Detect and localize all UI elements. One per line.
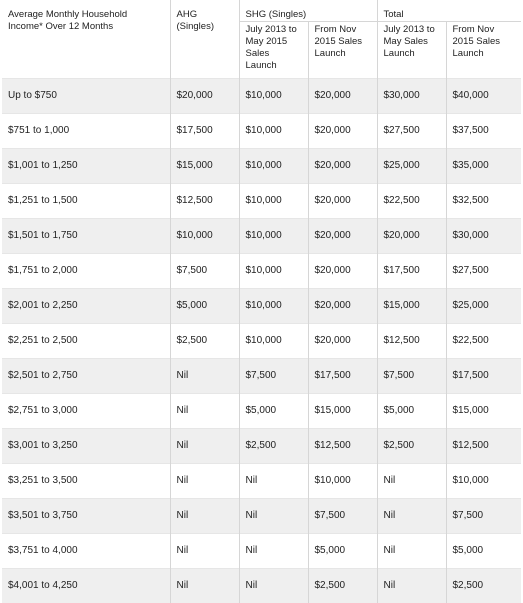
total-2015-cell: $22,500: [446, 324, 521, 359]
shg-2015-cell: $10,000: [308, 464, 377, 499]
table-row: [2, 114, 521, 149]
total-2013-cell: Nil: [377, 464, 446, 499]
income-cell: $2,001 to 2,250: [2, 289, 170, 324]
total-2015-cell: $2,500: [446, 569, 521, 603]
total-2013-cell: $5,000: [377, 394, 446, 429]
ahg-cell: Nil: [170, 499, 239, 534]
total-2013-cell: $20,000: [377, 219, 446, 254]
table-header: [2, 0, 521, 79]
table-row: [2, 499, 521, 534]
shg-2013-cell: $10,000: [239, 324, 308, 359]
table-row: [2, 569, 521, 603]
shg-2013-cell: Nil: [239, 464, 308, 499]
shg-2015-cell: $20,000: [308, 324, 377, 359]
table-row: [2, 359, 521, 394]
shg-2013-cell: $10,000: [239, 114, 308, 149]
total-2015-cell: $37,500: [446, 114, 521, 149]
shg-2015-cell: $15,000: [308, 394, 377, 429]
table-row: [2, 394, 521, 429]
total-2015-cell: $30,000: [446, 219, 521, 254]
shg-2015-cell: $12,500: [308, 429, 377, 464]
ahg-cell: $20,000: [170, 79, 239, 114]
shg-2015-cell: $20,000: [308, 79, 377, 114]
income-cell: $1,751 to 2,000: [2, 254, 170, 289]
income-cell: Up to $750: [2, 79, 170, 114]
ahg-cell: Nil: [170, 569, 239, 603]
income-cell: $1,001 to 1,250: [2, 149, 170, 184]
total-2015-cell: $15,000: [446, 394, 521, 429]
total-2015-cell: $40,000: [446, 79, 521, 114]
ahg-cell: $10,000: [170, 219, 239, 254]
total-sub-header-2013: July 2013 to May Sales Launch: [377, 22, 446, 79]
total-column-header: Total: [377, 0, 521, 22]
total-2013-cell: $17,500: [377, 254, 446, 289]
table-row: [2, 464, 521, 499]
income-cell: $1,501 to 1,750: [2, 219, 170, 254]
total-sub-header-2015: From Nov 2015 Sales Launch: [446, 22, 521, 79]
total-2015-cell: $35,000: [446, 149, 521, 184]
grant-table: [2, 0, 521, 603]
shg-2013-cell: Nil: [239, 534, 308, 569]
income-cell: $4,001 to 4,250: [2, 569, 170, 603]
shg-2015-cell: $5,000: [308, 534, 377, 569]
shg-2013-cell: $10,000: [239, 219, 308, 254]
table-body: [2, 79, 521, 603]
total-2015-cell: $27,500: [446, 254, 521, 289]
ahg-cell: $2,500: [170, 324, 239, 359]
shg-2013-cell: $10,000: [239, 79, 308, 114]
shg-2013-cell: $2,500: [239, 429, 308, 464]
total-2013-cell: $25,000: [377, 149, 446, 184]
income-cell: $3,251 to 3,500: [2, 464, 170, 499]
income-cell: $2,501 to 2,750: [2, 359, 170, 394]
table-row: [2, 254, 521, 289]
ahg-cell: Nil: [170, 464, 239, 499]
income-cell: $2,251 to 2,500: [2, 324, 170, 359]
ahg-cell: $12,500: [170, 184, 239, 219]
income-cell: $3,001 to 3,250: [2, 429, 170, 464]
shg-2015-cell: $20,000: [308, 149, 377, 184]
shg-2015-cell: $20,000: [308, 219, 377, 254]
shg-2015-cell: $7,500: [308, 499, 377, 534]
total-2013-cell: $2,500: [377, 429, 446, 464]
ahg-cell: Nil: [170, 534, 239, 569]
ahg-cell: $7,500: [170, 254, 239, 289]
total-2013-cell: $30,000: [377, 79, 446, 114]
table-row: [2, 324, 521, 359]
shg-2013-cell: Nil: [239, 499, 308, 534]
total-2015-cell: $5,000: [446, 534, 521, 569]
ahg-cell: Nil: [170, 359, 239, 394]
table-row: [2, 429, 521, 464]
ahg-cell: $17,500: [170, 114, 239, 149]
total-2015-cell: $7,500: [446, 499, 521, 534]
ahg-column-header: AHG (Singles): [170, 0, 239, 79]
table-row: [2, 149, 521, 184]
shg-2015-cell: $20,000: [308, 254, 377, 289]
table-row: [2, 534, 521, 569]
total-2015-cell: $32,500: [446, 184, 521, 219]
total-2013-cell: Nil: [377, 569, 446, 603]
ahg-cell: $15,000: [170, 149, 239, 184]
income-cell: $3,501 to 3,750: [2, 499, 170, 534]
income-cell: $2,751 to 3,000: [2, 394, 170, 429]
shg-2015-cell: $20,000: [308, 114, 377, 149]
shg-2015-cell: $17,500: [308, 359, 377, 394]
income-column-header: Average Monthly Household Income* Over 12 Months: [2, 0, 170, 79]
total-2015-cell: $17,500: [446, 359, 521, 394]
shg-2013-cell: $5,000: [239, 394, 308, 429]
income-cell: $751 to 1,000: [2, 114, 170, 149]
shg-2013-cell: $10,000: [239, 149, 308, 184]
total-2015-cell: $25,000: [446, 289, 521, 324]
table-row: [2, 289, 521, 324]
total-2013-cell: $15,000: [377, 289, 446, 324]
shg-2013-cell: $10,000: [239, 184, 308, 219]
total-2013-cell: Nil: [377, 499, 446, 534]
total-2013-cell: $12,500: [377, 324, 446, 359]
table-row: [2, 79, 521, 114]
shg-2015-cell: $20,000: [308, 289, 377, 324]
shg-column-header: SHG (Singles): [239, 0, 377, 22]
ahg-cell: Nil: [170, 394, 239, 429]
ahg-cell: $5,000: [170, 289, 239, 324]
total-2015-cell: $10,000: [446, 464, 521, 499]
header-row-main: [2, 0, 521, 22]
table-row: [2, 184, 521, 219]
table-row: [2, 219, 521, 254]
shg-2013-cell: Nil: [239, 569, 308, 603]
ahg-cell: Nil: [170, 429, 239, 464]
income-cell: $1,251 to 1,500: [2, 184, 170, 219]
total-2013-cell: $7,500: [377, 359, 446, 394]
shg-2013-cell: $7,500: [239, 359, 308, 394]
income-cell: $3,751 to 4,000: [2, 534, 170, 569]
total-2013-cell: $22,500: [377, 184, 446, 219]
shg-sub-header-2013: July 2013 to May 2015 Sales Launch: [239, 22, 308, 79]
shg-2015-cell: $2,500: [308, 569, 377, 603]
shg-2015-cell: $20,000: [308, 184, 377, 219]
shg-sub-header-2015: From Nov 2015 Sales Launch: [308, 22, 377, 79]
total-2015-cell: $12,500: [446, 429, 521, 464]
total-2013-cell: Nil: [377, 534, 446, 569]
shg-2013-cell: $10,000: [239, 289, 308, 324]
total-2013-cell: $27,500: [377, 114, 446, 149]
shg-2013-cell: $10,000: [239, 254, 308, 289]
